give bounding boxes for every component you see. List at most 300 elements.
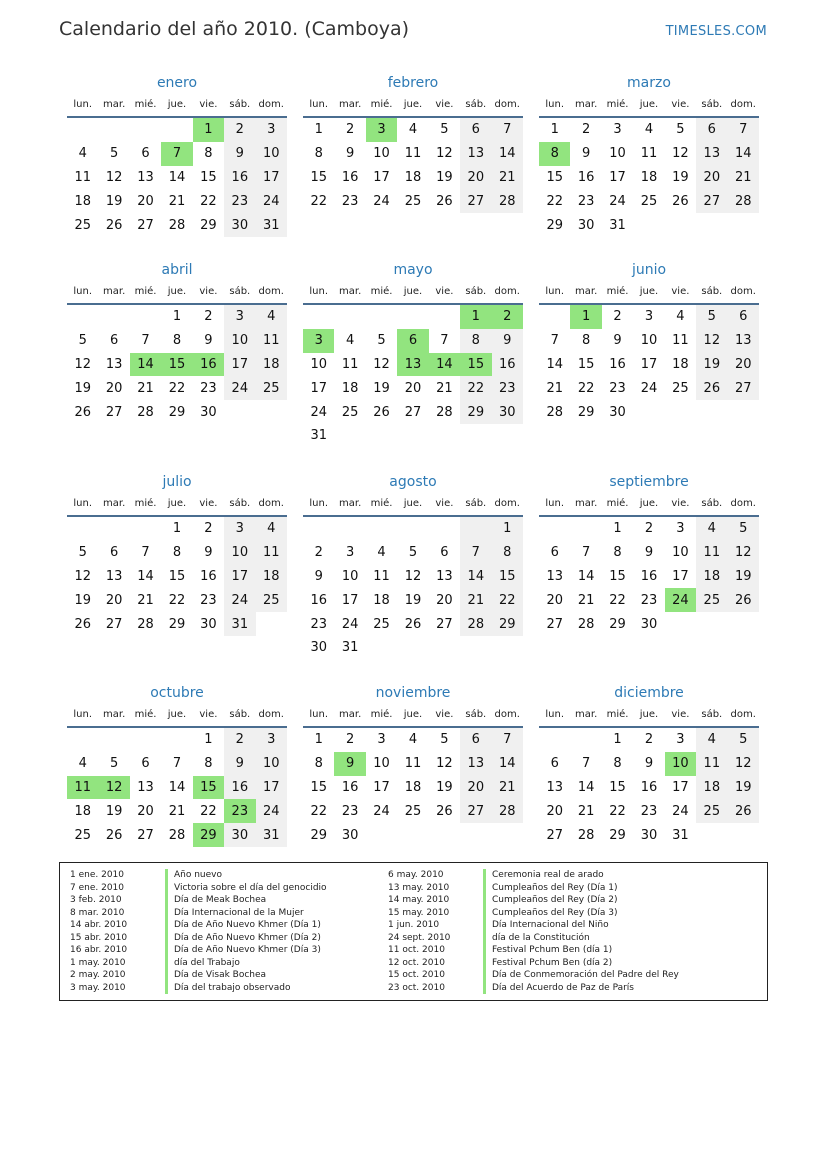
day-cell[interactable]: 11 — [256, 541, 287, 565]
day-cell[interactable]: 1 — [613, 521, 622, 537]
day-cell[interactable]: 25 — [341, 404, 359, 420]
day-cell[interactable]: 23 — [609, 380, 626, 396]
day-cell[interactable]: 8 — [613, 545, 622, 561]
day-cell[interactable]: 25 — [696, 588, 727, 612]
day-cell[interactable]: 13 — [728, 329, 759, 353]
day-cell[interactable]: 18 — [672, 356, 689, 372]
day-cell[interactable]: 18 — [256, 353, 287, 377]
day-cell[interactable]: 18 — [696, 565, 727, 589]
day-cell[interactable]: 29 — [577, 404, 595, 420]
day-cell[interactable]: 31 — [672, 827, 689, 843]
day-cell[interactable]: 10 — [256, 142, 287, 166]
day-cell[interactable]: 15 — [609, 568, 626, 584]
day-cell[interactable]: 30 — [200, 616, 217, 632]
day-cell[interactable]: 11 — [373, 568, 390, 584]
day-cell[interactable]: 23 — [341, 803, 359, 819]
day-cell[interactable]: 17 — [373, 169, 390, 185]
day-cell[interactable]: 3 — [224, 305, 255, 329]
day-cell[interactable]: 8 — [460, 329, 491, 353]
day-cell[interactable]: 5 — [78, 545, 87, 561]
day-cell[interactable]: 11 — [404, 756, 422, 772]
day-cell[interactable]: 16 — [224, 166, 255, 190]
day-cell[interactable]: 30 — [310, 640, 327, 656]
day-cell[interactable]: 5 — [408, 545, 418, 561]
day-cell[interactable]: 7 — [460, 541, 491, 565]
day-cell[interactable]: 22 — [460, 376, 491, 400]
day-cell[interactable]: 25 — [74, 217, 91, 233]
day-cell[interactable]: 18 — [341, 380, 359, 396]
day-cell[interactable]: 5 — [728, 728, 759, 752]
day-cell[interactable]: 3 — [676, 521, 685, 537]
day-cell[interactable]: 6 — [550, 545, 559, 561]
day-cell[interactable]: 25 — [404, 193, 422, 209]
day-cell[interactable]: 16 — [341, 169, 359, 185]
day-cell[interactable]: 14 — [492, 752, 523, 776]
day-cell[interactable]: 6 — [460, 118, 491, 142]
day-cell[interactable]: 25 — [256, 376, 287, 400]
day-cell[interactable]: 12 — [404, 568, 422, 584]
day-cell[interactable]: 20 — [404, 380, 422, 396]
day-cell[interactable]: 6 — [460, 728, 491, 752]
holiday-day[interactable]: 13 — [397, 353, 428, 377]
day-cell[interactable]: 12 — [373, 356, 390, 372]
day-cell[interactable]: 26 — [404, 616, 422, 632]
day-cell[interactable]: 17 — [224, 353, 255, 377]
day-cell[interactable]: 2 — [204, 309, 213, 325]
day-cell[interactable]: 19 — [696, 353, 727, 377]
day-cell[interactable]: 15 — [609, 779, 626, 795]
day-cell[interactable]: 31 — [224, 612, 255, 636]
day-cell[interactable]: 2 — [224, 118, 255, 142]
day-cell[interactable]: 12 — [74, 568, 91, 584]
day-cell[interactable]: 25 — [74, 827, 91, 843]
day-cell[interactable]: 10 — [373, 146, 390, 162]
day-cell[interactable]: 24 — [224, 588, 255, 612]
day-cell[interactable]: 4 — [696, 517, 727, 541]
day-cell[interactable]: 24 — [609, 193, 626, 209]
day-cell[interactable]: 17 — [640, 356, 658, 372]
day-cell[interactable]: 19 — [436, 169, 453, 185]
day-cell[interactable]: 18 — [696, 776, 727, 800]
day-cell[interactable]: 7 — [141, 333, 150, 349]
day-cell[interactable]: 3 — [613, 122, 622, 138]
day-cell[interactable]: 26 — [728, 588, 759, 612]
day-cell[interactable]: 24 — [672, 803, 689, 819]
day-cell[interactable]: 28 — [460, 612, 491, 636]
day-cell[interactable]: 9 — [224, 142, 255, 166]
day-cell[interactable]: 4 — [78, 756, 87, 772]
day-cell[interactable]: 21 — [728, 166, 759, 190]
day-cell[interactable]: 21 — [168, 193, 186, 209]
day-cell[interactable]: 16 — [577, 169, 595, 185]
day-cell[interactable]: 23 — [492, 376, 523, 400]
day-cell[interactable]: 19 — [105, 803, 123, 819]
day-cell[interactable]: 20 — [436, 592, 453, 608]
day-cell[interactable]: 24 — [256, 189, 287, 213]
day-cell[interactable]: 21 — [168, 803, 186, 819]
day-cell[interactable]: 26 — [672, 193, 689, 209]
day-cell[interactable]: 5 — [109, 146, 119, 162]
day-cell[interactable]: 19 — [728, 565, 759, 589]
day-cell[interactable]: 28 — [728, 189, 759, 213]
day-cell[interactable]: 4 — [345, 333, 355, 349]
day-cell[interactable]: 28 — [137, 616, 154, 632]
day-cell[interactable]: 7 — [440, 333, 449, 349]
day-cell[interactable]: 2 — [613, 309, 622, 325]
day-cell[interactable]: 20 — [728, 353, 759, 377]
day-cell[interactable]: 18 — [640, 169, 658, 185]
day-cell[interactable]: 19 — [105, 193, 123, 209]
day-cell[interactable]: 24 — [640, 380, 658, 396]
day-cell[interactable]: 22 — [168, 592, 186, 608]
day-cell[interactable]: 10 — [341, 568, 359, 584]
holiday-day[interactable]: 3 — [366, 118, 397, 142]
day-cell[interactable]: 22 — [609, 592, 626, 608]
day-cell[interactable]: 20 — [105, 592, 123, 608]
day-cell[interactable]: 31 — [256, 213, 287, 237]
holiday-day[interactable]: 24 — [665, 588, 696, 612]
day-cell[interactable]: 14 — [546, 356, 563, 372]
holiday-day[interactable]: 3 — [303, 329, 334, 353]
day-cell[interactable]: 23 — [200, 592, 217, 608]
day-cell[interactable]: 1 — [550, 122, 559, 138]
day-cell[interactable]: 20 — [137, 193, 154, 209]
day-cell[interactable]: 14 — [137, 568, 154, 584]
day-cell[interactable]: 10 — [373, 756, 390, 772]
day-cell[interactable]: 27 — [105, 616, 123, 632]
day-cell[interactable]: 9 — [314, 568, 323, 584]
day-cell[interactable]: 23 — [200, 380, 217, 396]
day-cell[interactable]: 11 — [256, 329, 287, 353]
day-cell[interactable]: 23 — [310, 616, 327, 632]
day-cell[interactable]: 4 — [256, 305, 287, 329]
day-cell[interactable]: 29 — [492, 612, 523, 636]
day-cell[interactable]: 26 — [74, 404, 91, 420]
day-cell[interactable]: 19 — [436, 779, 453, 795]
day-cell[interactable]: 24 — [310, 404, 327, 420]
day-cell[interactable]: 15 — [310, 169, 327, 185]
day-cell[interactable]: 24 — [373, 193, 390, 209]
holiday-day[interactable]: 1 — [193, 118, 224, 142]
day-cell[interactable]: 13 — [436, 568, 453, 584]
day-cell[interactable]: 16 — [640, 568, 658, 584]
day-cell[interactable]: 26 — [696, 376, 727, 400]
holiday-day[interactable]: 12 — [98, 776, 129, 800]
day-cell[interactable]: 30 — [224, 823, 255, 847]
day-cell[interactable]: 8 — [172, 333, 182, 349]
day-cell[interactable]: 7 — [492, 118, 523, 142]
day-cell[interactable]: 14 — [577, 779, 595, 795]
day-cell[interactable]: 10 — [310, 356, 327, 372]
day-cell[interactable]: 17 — [256, 166, 287, 190]
holiday-day[interactable]: 8 — [539, 142, 570, 166]
day-cell[interactable]: 6 — [141, 146, 150, 162]
day-cell[interactable]: 7 — [492, 728, 523, 752]
day-cell[interactable]: 30 — [640, 616, 658, 632]
day-cell[interactable]: 21 — [460, 588, 491, 612]
day-cell[interactable]: 7 — [550, 333, 559, 349]
day-cell[interactable]: 2 — [224, 728, 255, 752]
day-cell[interactable]: 14 — [492, 142, 523, 166]
day-cell[interactable]: 25 — [373, 616, 390, 632]
holiday-day[interactable]: 6 — [397, 329, 428, 353]
holiday-day[interactable]: 15 — [193, 776, 224, 800]
day-cell[interactable]: 23 — [341, 193, 359, 209]
day-cell[interactable]: 13 — [460, 752, 491, 776]
day-cell[interactable]: 27 — [728, 376, 759, 400]
day-cell[interactable]: 11 — [696, 541, 727, 565]
day-cell[interactable]: 22 — [577, 380, 595, 396]
day-cell[interactable]: 8 — [314, 146, 323, 162]
day-cell[interactable]: 27 — [137, 827, 154, 843]
day-cell[interactable]: 26 — [373, 404, 390, 420]
day-cell[interactable]: 12 — [696, 329, 727, 353]
day-cell[interactable]: 1 — [613, 732, 622, 748]
day-cell[interactable]: 15 — [577, 356, 595, 372]
day-cell[interactable]: 23 — [640, 803, 658, 819]
day-cell[interactable]: 3 — [377, 732, 386, 748]
day-cell[interactable]: 8 — [581, 333, 591, 349]
day-cell[interactable]: 22 — [310, 803, 327, 819]
day-cell[interactable]: 31 — [609, 217, 626, 233]
day-cell[interactable]: 13 — [460, 142, 491, 166]
holiday-day[interactable]: 29 — [193, 823, 224, 847]
day-cell[interactable]: 18 — [256, 565, 287, 589]
day-cell[interactable]: 14 — [728, 142, 759, 166]
day-cell[interactable]: 17 — [310, 380, 327, 396]
holiday-day[interactable]: 10 — [665, 752, 696, 776]
day-cell[interactable]: 21 — [546, 380, 563, 396]
day-cell[interactable]: 28 — [577, 616, 595, 632]
day-cell[interactable]: 6 — [696, 118, 727, 142]
day-cell[interactable]: 27 — [696, 189, 727, 213]
day-cell[interactable]: 13 — [105, 568, 123, 584]
day-cell[interactable]: 16 — [341, 779, 359, 795]
day-cell[interactable]: 27 — [546, 616, 563, 632]
day-cell[interactable]: 6 — [109, 333, 119, 349]
day-cell[interactable]: 6 — [550, 756, 559, 772]
holiday-day[interactable]: 14 — [429, 353, 460, 377]
day-cell[interactable]: 25 — [696, 799, 727, 823]
day-cell[interactable]: 24 — [256, 799, 287, 823]
day-cell[interactable]: 3 — [256, 118, 287, 142]
holiday-day[interactable]: 1 — [570, 305, 601, 329]
day-cell[interactable]: 28 — [577, 827, 595, 843]
day-cell[interactable]: 13 — [137, 779, 154, 795]
day-cell[interactable]: 14 — [577, 568, 595, 584]
day-cell[interactable]: 6 — [109, 545, 119, 561]
day-cell[interactable]: 28 — [137, 404, 154, 420]
day-cell[interactable]: 2 — [314, 545, 323, 561]
day-cell[interactable]: 1 — [314, 732, 323, 748]
day-cell[interactable]: 25 — [256, 588, 287, 612]
day-cell[interactable]: 6 — [440, 545, 449, 561]
day-cell[interactable]: 18 — [404, 779, 422, 795]
day-cell[interactable]: 20 — [696, 166, 727, 190]
day-cell[interactable]: 8 — [172, 545, 182, 561]
day-cell[interactable]: 13 — [105, 356, 123, 372]
day-cell[interactable]: 4 — [78, 146, 87, 162]
day-cell[interactable]: 27 — [460, 799, 491, 823]
day-cell[interactable]: 9 — [581, 146, 591, 162]
day-cell[interactable]: 4 — [676, 309, 685, 325]
day-cell[interactable]: 20 — [546, 592, 563, 608]
day-cell[interactable]: 6 — [728, 305, 759, 329]
holiday-day[interactable]: 14 — [130, 353, 161, 377]
day-cell[interactable]: 17 — [609, 169, 626, 185]
day-cell[interactable]: 1 — [204, 732, 213, 748]
day-cell[interactable]: 11 — [696, 752, 727, 776]
day-cell[interactable]: 1 — [172, 521, 182, 537]
day-cell[interactable]: 10 — [640, 333, 658, 349]
holiday-day[interactable]: 11 — [67, 776, 98, 800]
day-cell[interactable]: 19 — [74, 380, 91, 396]
day-cell[interactable]: 15 — [492, 565, 523, 589]
day-cell[interactable]: 31 — [310, 428, 327, 444]
day-cell[interactable]: 18 — [373, 592, 390, 608]
day-cell[interactable]: 4 — [377, 545, 386, 561]
day-cell[interactable]: 9 — [613, 333, 622, 349]
day-cell[interactable]: 31 — [256, 823, 287, 847]
day-cell[interactable]: 6 — [141, 756, 150, 772]
day-cell[interactable]: 7 — [141, 545, 150, 561]
day-cell[interactable]: 12 — [74, 356, 91, 372]
day-cell[interactable]: 13 — [696, 142, 727, 166]
day-cell[interactable]: 28 — [168, 827, 186, 843]
day-cell[interactable]: 24 — [224, 376, 255, 400]
day-cell[interactable]: 18 — [74, 803, 91, 819]
day-cell[interactable]: 19 — [404, 592, 422, 608]
day-cell[interactable]: 30 — [577, 217, 595, 233]
day-cell[interactable]: 7 — [581, 545, 591, 561]
day-cell[interactable]: 3 — [676, 732, 685, 748]
day-cell[interactable]: 11 — [341, 356, 359, 372]
day-cell[interactable]: 13 — [546, 568, 563, 584]
day-cell[interactable]: 12 — [436, 756, 453, 772]
day-cell[interactable]: 12 — [436, 146, 453, 162]
holiday-day[interactable]: 15 — [161, 353, 192, 377]
day-cell[interactable]: 23 — [640, 592, 658, 608]
day-cell[interactable]: 9 — [224, 752, 255, 776]
day-cell[interactable]: 14 — [460, 565, 491, 589]
day-cell[interactable]: 20 — [460, 776, 491, 800]
day-cell[interactable]: 5 — [440, 122, 449, 138]
day-cell[interactable]: 23 — [224, 189, 255, 213]
day-cell[interactable]: 17 — [672, 779, 689, 795]
day-cell[interactable]: 17 — [672, 568, 689, 584]
day-cell[interactable]: 14 — [168, 779, 186, 795]
day-cell[interactable]: 9 — [644, 756, 654, 772]
day-cell[interactable]: 16 — [200, 568, 217, 584]
day-cell[interactable]: 21 — [577, 803, 595, 819]
day-cell[interactable]: 23 — [577, 193, 595, 209]
day-cell[interactable]: 8 — [204, 756, 213, 772]
day-cell[interactable]: 22 — [200, 193, 217, 209]
day-cell[interactable]: 5 — [728, 517, 759, 541]
day-cell[interactable]: 4 — [644, 122, 654, 138]
day-cell[interactable]: 26 — [728, 799, 759, 823]
day-cell[interactable]: 12 — [728, 752, 759, 776]
day-cell[interactable]: 26 — [105, 217, 123, 233]
day-cell[interactable]: 29 — [609, 827, 626, 843]
day-cell[interactable]: 17 — [224, 565, 255, 589]
day-cell[interactable]: 12 — [672, 146, 689, 162]
day-cell[interactable]: 22 — [310, 193, 327, 209]
day-cell[interactable]: 4 — [408, 732, 418, 748]
day-cell[interactable]: 16 — [609, 356, 626, 372]
day-cell[interactable]: 4 — [256, 517, 287, 541]
day-cell[interactable]: 20 — [460, 166, 491, 190]
day-cell[interactable]: 22 — [168, 380, 186, 396]
holiday-day[interactable]: 9 — [334, 752, 365, 776]
day-cell[interactable]: 7 — [172, 756, 182, 772]
day-cell[interactable]: 11 — [74, 169, 91, 185]
day-cell[interactable]: 21 — [577, 592, 595, 608]
day-cell[interactable]: 22 — [546, 193, 563, 209]
day-cell[interactable]: 3 — [224, 517, 255, 541]
holiday-day[interactable]: 1 — [460, 305, 491, 329]
day-cell[interactable]: 19 — [74, 592, 91, 608]
day-cell[interactable]: 5 — [78, 333, 87, 349]
day-cell[interactable]: 19 — [672, 169, 689, 185]
day-cell[interactable]: 10 — [672, 545, 689, 561]
day-cell[interactable]: 1 — [492, 517, 523, 541]
day-cell[interactable]: 9 — [644, 545, 654, 561]
day-cell[interactable]: 5 — [696, 305, 727, 329]
day-cell[interactable]: 29 — [168, 616, 186, 632]
day-cell[interactable]: 5 — [440, 732, 449, 748]
day-cell[interactable]: 26 — [436, 803, 453, 819]
day-cell[interactable]: 28 — [168, 217, 186, 233]
day-cell[interactable]: 9 — [204, 333, 213, 349]
day-cell[interactable]: 26 — [105, 827, 123, 843]
day-cell[interactable]: 20 — [137, 803, 154, 819]
day-cell[interactable]: 16 — [224, 776, 255, 800]
day-cell[interactable]: 9 — [345, 146, 355, 162]
day-cell[interactable]: 27 — [460, 189, 491, 213]
day-cell[interactable]: 24 — [373, 803, 390, 819]
day-cell[interactable]: 12 — [105, 169, 123, 185]
day-cell[interactable]: 5 — [676, 122, 685, 138]
day-cell[interactable]: 19 — [373, 380, 390, 396]
day-cell[interactable]: 25 — [404, 803, 422, 819]
day-cell[interactable]: 2 — [345, 732, 355, 748]
day-cell[interactable]: 17 — [373, 779, 390, 795]
day-cell[interactable]: 9 — [492, 329, 523, 353]
day-cell[interactable]: 5 — [377, 333, 386, 349]
holiday-day[interactable]: 23 — [224, 799, 255, 823]
day-cell[interactable]: 5 — [109, 756, 119, 772]
day-cell[interactable]: 18 — [404, 169, 422, 185]
day-cell[interactable]: 3 — [256, 728, 287, 752]
day-cell[interactable]: 29 — [609, 616, 626, 632]
day-cell[interactable]: 30 — [609, 404, 626, 420]
day-cell[interactable]: 7 — [728, 118, 759, 142]
day-cell[interactable]: 27 — [436, 616, 453, 632]
holiday-day[interactable]: 2 — [492, 305, 523, 329]
day-cell[interactable]: 24 — [341, 616, 359, 632]
day-cell[interactable]: 21 — [436, 380, 453, 396]
holiday-day[interactable]: 15 — [460, 353, 491, 377]
holiday-day[interactable]: 16 — [193, 353, 224, 377]
day-cell[interactable]: 11 — [640, 146, 658, 162]
day-cell[interactable]: 28 — [436, 404, 453, 420]
day-cell[interactable]: 17 — [341, 592, 359, 608]
day-cell[interactable]: 10 — [256, 752, 287, 776]
day-cell[interactable]: 4 — [408, 122, 418, 138]
day-cell[interactable]: 29 — [310, 827, 327, 843]
day-cell[interactable]: 30 — [640, 827, 658, 843]
